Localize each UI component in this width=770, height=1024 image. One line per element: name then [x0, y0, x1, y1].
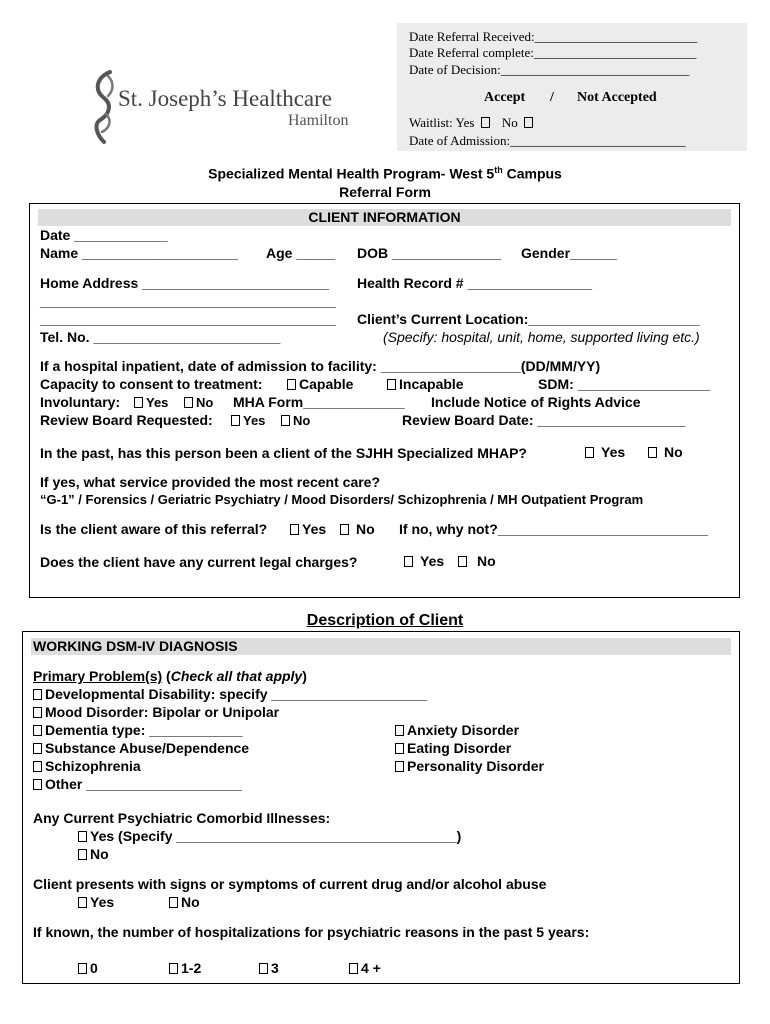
legal-no[interactable]: No	[458, 553, 496, 569]
description-title: Description of Client	[306, 612, 464, 629]
mood-disorder-option[interactable]: Mood Disorder: Bipolar or Unipolar	[33, 704, 279, 720]
waitlist-yes-checkbox[interactable]	[481, 117, 490, 128]
sdm-field[interactable]: SDM: _________________	[538, 376, 711, 392]
logo	[88, 68, 358, 148]
legal-no-checkbox[interactable]	[458, 556, 467, 567]
drug-question: Client presents with signs or symptoms of current drug and/or alcohol abuse	[33, 876, 547, 892]
comorbid-no[interactable]: No	[78, 846, 109, 862]
accept-slash: /	[550, 90, 554, 105]
developmental-checkbox[interactable]	[33, 689, 42, 700]
why-not-field[interactable]: If no, why not?___________________________	[399, 521, 708, 537]
schizophrenia-checkbox[interactable]	[33, 761, 42, 772]
dementia-option[interactable]: Dementia type: ____________	[33, 722, 243, 738]
waitlist-no-checkbox[interactable]	[524, 117, 533, 128]
anxiety-option[interactable]: Anxiety Disorder	[395, 722, 519, 738]
personality-checkbox[interactable]	[395, 761, 404, 772]
legal-yes[interactable]: Yes	[404, 553, 444, 569]
date-field[interactable]: Date ____________	[40, 227, 168, 243]
gender-field[interactable]: Gender______	[521, 245, 617, 261]
capable-option[interactable]: Capable	[287, 376, 353, 392]
legal-question: Does the client have any current legal charges?	[40, 554, 358, 570]
date-referral-complete: Date Referral complete:_________________________	[409, 45, 697, 60]
eating-checkbox[interactable]	[395, 743, 404, 754]
address-line-2[interactable]: ______________________________________	[40, 293, 336, 309]
comorbid-yes[interactable]: Yes (Specify ____________________________________)	[78, 828, 461, 844]
capable-checkbox[interactable]	[287, 379, 296, 390]
hosp-4-plus-checkbox[interactable]	[349, 963, 358, 974]
past-client-question: In the past, has this person been a client of the SJHH Specialized MHAP?	[40, 445, 527, 461]
substance-abuse-checkbox[interactable]	[33, 743, 42, 754]
review-yes-checkbox[interactable]	[231, 415, 240, 426]
aware-yes-checkbox[interactable]	[290, 524, 299, 535]
eating-option[interactable]: Eating Disorder	[395, 740, 511, 756]
hosp-option-1-2[interactable]: 1-2	[169, 960, 201, 976]
waitlist-label: Waitlist: Yes	[409, 115, 475, 130]
dsm-header-title: WORKING DSM-IV DIAGNOSIS	[33, 638, 238, 654]
hosp-0-checkbox[interactable]	[78, 963, 87, 974]
personality-option[interactable]: Personality Disorder	[395, 758, 544, 774]
past-client-no-checkbox[interactable]	[648, 447, 657, 458]
logo-name: St. Joseph’s Healthcare	[118, 86, 332, 111]
not-accepted-label: Not Accepted	[577, 90, 657, 105]
primary-problems-heading: Primary Problem(s) (Check all that apply)	[33, 668, 307, 684]
involuntary-yes[interactable]: Yes	[134, 395, 168, 410]
drug-yes-checkbox[interactable]	[78, 897, 87, 908]
other-checkbox[interactable]	[33, 779, 42, 790]
past-client-yes[interactable]: Yes	[585, 444, 625, 460]
drug-no[interactable]: No	[169, 894, 200, 910]
date-of-admission: Date of Admission:___________________________	[409, 133, 686, 148]
client-info-header	[38, 209, 731, 226]
comorbid-no-checkbox[interactable]	[78, 849, 87, 860]
hosp-option-4-plus[interactable]: 4 +	[349, 960, 381, 976]
mha-form-field[interactable]: MHA Form_____________	[233, 394, 405, 410]
dsm-header	[31, 638, 731, 655]
hosp-option-3[interactable]: 3	[259, 960, 279, 976]
hosp-option-0[interactable]: 0	[78, 960, 98, 976]
notice-of-rights: Include Notice of Rights Advice	[431, 394, 641, 410]
review-no-checkbox[interactable]	[281, 415, 290, 426]
form-title: Specialized Mental Health Program- West 5th Campus	[208, 165, 562, 182]
client-info-title: CLIENT INFORMATION	[308, 209, 461, 225]
incapable-option[interactable]: Incapable	[387, 376, 464, 392]
past-client-yes-checkbox[interactable]	[585, 447, 594, 458]
anxiety-checkbox[interactable]	[395, 725, 404, 736]
hosp-1-2-checkbox[interactable]	[169, 963, 178, 974]
aware-no[interactable]: No	[340, 521, 375, 537]
mood-disorder-checkbox[interactable]	[33, 707, 42, 718]
current-location-field[interactable]: Client’s Current Location:______________________	[357, 311, 700, 327]
review-requested-label: Review Board Requested:	[40, 412, 213, 428]
address-line-3[interactable]: ______________________________________	[40, 311, 336, 327]
accept-label: Accept	[484, 90, 526, 105]
aware-yes[interactable]: Yes	[290, 521, 326, 537]
hospitalizations-question: If known, the number of hospitalizations for psychiatric reasons in the past 5 years:	[33, 924, 590, 940]
waitlist-no-label: No	[501, 115, 518, 130]
location-hint: (Specify: hospital, unit, home, supported living etc.)	[383, 329, 700, 345]
schizophrenia-option[interactable]: Schizophrenia	[33, 758, 141, 774]
tel-field[interactable]: Tel. No. ________________________	[40, 329, 281, 345]
involuntary-yes-checkbox[interactable]	[134, 397, 143, 408]
dementia-checkbox[interactable]	[33, 725, 42, 736]
date-referral-received: Date Referral Received:_________________________	[409, 29, 698, 44]
drug-no-checkbox[interactable]	[169, 897, 178, 908]
past-client-no[interactable]: No	[648, 444, 683, 460]
involuntary-no[interactable]: No	[184, 395, 213, 410]
hosp-3-checkbox[interactable]	[259, 963, 268, 974]
age-field[interactable]: Age _____	[266, 245, 336, 261]
involuntary-no-checkbox[interactable]	[184, 397, 193, 408]
legal-yes-checkbox[interactable]	[404, 556, 413, 567]
aware-no-checkbox[interactable]	[340, 524, 349, 535]
other-option[interactable]: Other ____________________	[33, 776, 242, 792]
drug-yes[interactable]: Yes	[78, 894, 114, 910]
review-no[interactable]: No	[281, 413, 310, 428]
service-question: If yes, what service provided the most recent care?	[40, 474, 381, 490]
home-address-field[interactable]: Home Address ________________________	[40, 275, 330, 291]
substance-abuse-option[interactable]: Substance Abuse/Dependence	[33, 740, 249, 756]
involuntary-label: Involuntary:	[40, 394, 121, 410]
name-field[interactable]: Name ____________________	[40, 245, 238, 261]
form-subtitle: Referral Form	[339, 184, 431, 200]
waitlist-row	[409, 115, 536, 131]
health-record-field[interactable]: Health Record # ________________	[357, 275, 593, 291]
logo-city: Hamilton	[288, 112, 349, 129]
capacity-row	[40, 376, 262, 392]
review-yes[interactable]: Yes	[231, 413, 265, 428]
aware-question: Is the client aware of this referral?	[40, 521, 268, 537]
service-options: “G-1” / Forensics / Geriatric Psychiatry / Mood Disorders/ Schizophrenia / MH Outpatient Program	[40, 492, 644, 507]
inpatient-admission-field[interactable]: If a hospital inpatient, date of admission to facility: __________________(DD/MM/YY)	[40, 358, 601, 374]
date-of-decision: Date of Decision:_____________________________	[409, 62, 690, 77]
incapable-checkbox[interactable]	[387, 379, 396, 390]
comorbid-yes-checkbox[interactable]	[78, 831, 87, 842]
dob-field[interactable]: DOB ______________	[357, 245, 502, 261]
capacity-label: Capacity to consent to treatment:	[40, 376, 263, 392]
comorbid-question: Any Current Psychiatric Comorbid Illnesses:	[33, 810, 331, 826]
developmental-option[interactable]: Developmental Disability: specify ____________________	[33, 686, 427, 702]
review-date-field[interactable]: Review Board Date: ___________________	[402, 412, 686, 428]
